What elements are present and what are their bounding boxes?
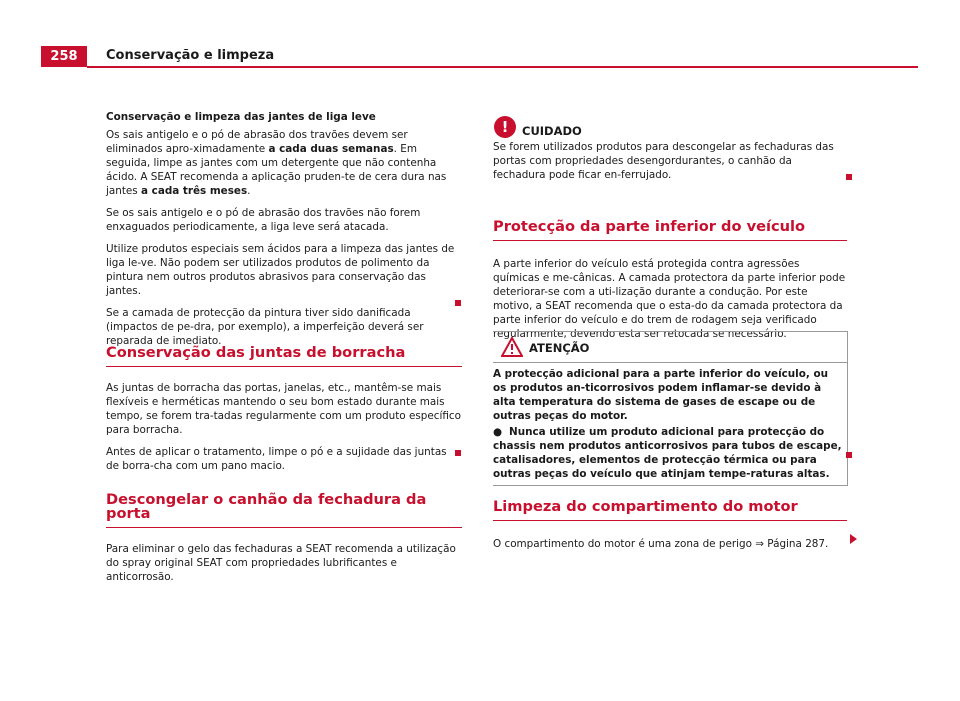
warning-bullet-item: [493, 425, 843, 481]
inferior-paragraph-1: A parte inferior do veículo está protegida contra agressões químicas e me-cânicas. A camada protectora da parte inferior pode deteriorar-se com a uti-lização durante a condução. Por este motivo, a SEAT recomenda que o esta-do da camada protectora da parte inferior do veículo e do trem de rodagem seja verificado regularmente, devendo esta ser retocada se necessário.: [493, 258, 846, 340]
warning-body: [493, 363, 847, 485]
section-end-mark: [455, 450, 461, 456]
warning-box: [493, 331, 848, 486]
fechadura-section: [106, 493, 462, 592]
jantes-paragraph-2: Se os sais antigelo e o pó de abrasão dos travões não forem enxaguados periodicamente, a liga leve será atacada.: [106, 207, 421, 233]
section-end-mark: [846, 452, 852, 458]
inferior-title: Protecção da parte inferior do veículo: [493, 220, 847, 241]
warning-text-1: A protecção adicional para a parte inferior do veículo, ou os produtos an-ticorrosivos podem inflamar-se devido à alta temperatura do sistema de gases de escape ou de outras peças do motor.: [493, 368, 828, 422]
warning-title: ATENÇÃO: [529, 341, 590, 355]
juntas-title: Conservação das juntas de borracha: [106, 346, 462, 367]
running-title: Conservação e limpeza: [106, 48, 275, 63]
section-end-mark: [846, 174, 852, 180]
jantes-paragraph-4: Se a camada de protecção da pintura tiver sido danificada (impactos de pe-dra, por exemplo), a imperfeição deverá ser reparada de imediato.: [106, 307, 424, 347]
fechadura-paragraph-1: Para eliminar o gelo das fechaduras a SEAT recomenda a utilização do spray original SEAT com propriedades lubrificantes e anticorrosão.: [106, 543, 456, 583]
bullet-glyph: ●: [493, 426, 503, 438]
caution-title: CUIDADO: [522, 124, 582, 138]
warning-header: [493, 332, 847, 363]
page-number: 258: [41, 46, 87, 67]
jantes-heading: Conservação e limpeza das jantes de liga leve: [106, 111, 376, 123]
fechadura-title: Descongelar o canhão da fechadura da porta: [106, 493, 462, 528]
motor-paragraph-1: O compartimento do motor é uma zona de perigo ⇒ Página 287.: [493, 538, 829, 550]
header-rule: [87, 66, 918, 68]
caution-text: Se forem utilizados produtos para descongelar as fechaduras das portas com propriedades desengordurantes, o canhão da fechadura pode ficar en-ferrujado.: [493, 141, 834, 181]
warning-text-2: Nunca utilize um produto adicional para protecção do chassis nem produtos anticorrosivos para tubos de escape, catalisadores, elementos de protecção térmica ou para outras peças do veículo que atinjam tempe-raturas altas.: [493, 426, 842, 480]
juntas-paragraph-2: Antes de aplicar o tratamento, limpe o pó e a sujidade das juntas de borra-cha com um pano macio.: [106, 446, 447, 472]
inferior-section: [493, 220, 847, 349]
warning-triangle-icon: [501, 337, 523, 357]
left-column: [106, 110, 462, 356]
continue-arrow-icon: [850, 534, 857, 544]
motor-section: [493, 500, 847, 559]
caution-section: [493, 140, 847, 190]
juntas-section: [106, 346, 462, 481]
caution-icon: !: [494, 116, 516, 138]
jantes-paragraph-3: Utilize produtos especiais sem ácidos para a limpeza das jantes de liga le-ve. Não podem ser utilizados produtos de polimento da pintura nem outros produtos abrasivos para conservação das jantes.: [106, 243, 455, 297]
jantes-paragraph-1: Os sais antigelo e o pó de abrasão dos travões devem ser eliminados apro-ximadamente a cada duas semanas. Em seguida, limpe as jantes com um detergente que não contenha ácido. A SEAT recomenda a aplicação pruden-te de cera dura nas jantes a cada três meses.: [106, 129, 447, 197]
motor-title: Limpeza do compartimento do motor: [493, 500, 847, 521]
section-end-mark: [455, 300, 461, 306]
juntas-paragraph-1: As juntas de borracha das portas, janelas, etc., mantêm-se mais flexíveis e herméticas mantendo o seu bom estado durante mais tempo, se forem tra-tadas regularmente com um produto específico para borracha.: [106, 382, 461, 436]
